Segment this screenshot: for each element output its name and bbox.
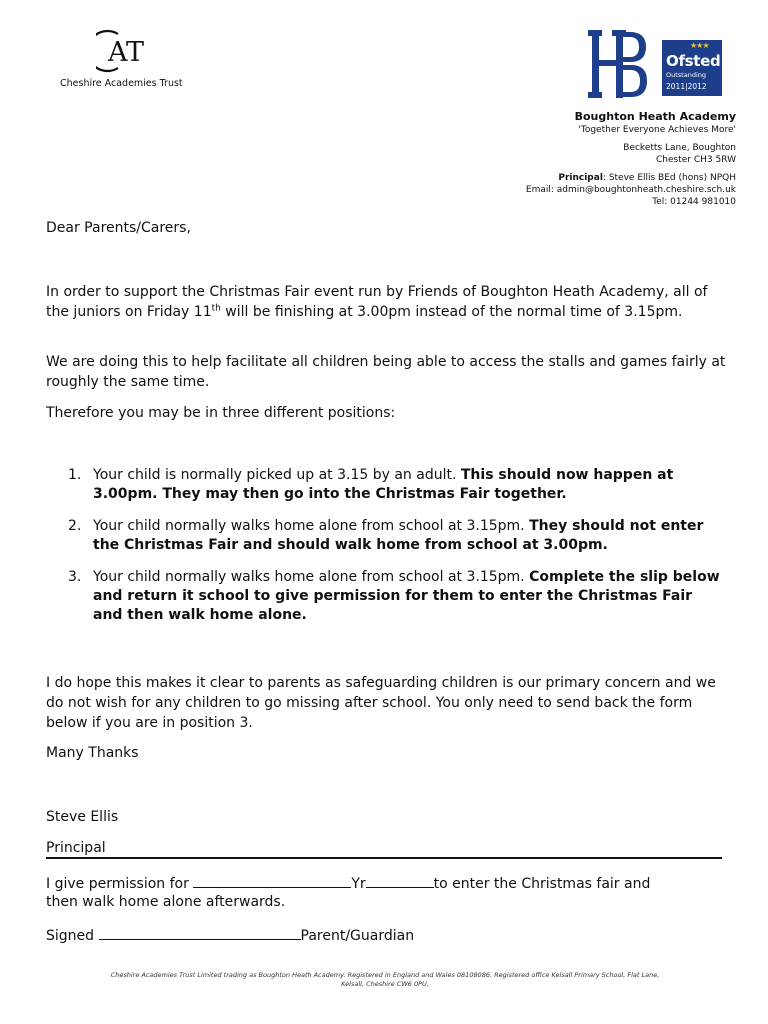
ofsted-badge: [662, 40, 722, 96]
child-name-blank[interactable]: [193, 873, 351, 888]
signed-label: Signed: [46, 928, 99, 944]
school-crest-icon: [586, 28, 648, 100]
trust-name: Cheshire Academies Trust: [60, 78, 183, 89]
address-line-1: Becketts Lane, Boughton: [623, 143, 736, 153]
footer: [60, 971, 710, 989]
principal-value: : Steve Ellis BEd (hons) NPQH: [602, 173, 736, 183]
school-contact-block: [416, 110, 736, 208]
salutation: Dear Parents/Carers,: [46, 220, 191, 236]
slip-text-a: I give permission for: [46, 876, 194, 892]
school-tel: Tel: 01244 981010: [652, 197, 736, 207]
paragraph-3: Therefore you may be in three different positions:: [46, 405, 396, 421]
footer-line-2: Kelsall, Cheshire CW6 0PU.: [341, 980, 429, 988]
slip-signed-line: [46, 925, 726, 946]
ofsted-subtitle: Outstanding: [666, 71, 706, 79]
list-item-bold-text: Complete the slip below and return it school to give permission for them to enter the Christmas Fair and then walk home alone.: [93, 569, 720, 623]
signature-title: Principal: [46, 840, 106, 856]
paragraph-1: [46, 282, 726, 322]
principal-label: Principal: [558, 173, 603, 183]
school-email: Email: admin@boughtonheath.cheshire.sch.uk: [525, 185, 736, 195]
slip-line-2: then walk home alone afterwards.: [46, 894, 286, 910]
list-item: [46, 466, 726, 504]
slip-text-c: to enter the Christmas fair and: [433, 876, 651, 892]
paragraph-1-sup: th: [211, 303, 221, 314]
list-item-number: 2.: [68, 518, 82, 534]
school-name: Boughton Heath Academy: [574, 110, 736, 123]
slip-text-b: Yr: [351, 876, 366, 892]
paragraph-1-part-a: In order to support the Christmas Fair event run by Friends of Boughton Heath Academy, all of the juniors on Friday 11: [46, 284, 708, 320]
signed-suffix: Parent/Guardian: [300, 928, 415, 944]
school-motto: 'Together Everyone Achieves More': [578, 125, 736, 135]
ofsted-title: Ofsted: [666, 52, 721, 70]
stars-icon: ★★★: [690, 41, 709, 50]
list-item-bold-text: They should not enter the Christmas Fair and should walk home from school at 3.00pm.: [93, 518, 704, 553]
tear-off-divider: [46, 857, 722, 859]
paragraph-4: I do hope this makes it clear to parents as safeguarding children is our primary concern and we do not wish for any children to go missing after school. You only need to send back the form below if you are in position 3.: [46, 675, 716, 731]
list-item: [46, 568, 726, 625]
list-item-text: Your child is normally picked up at 3.15 by an adult.: [93, 467, 461, 483]
ofsted-years: 2011|2012: [666, 82, 707, 91]
list-item-text: Your child normally walks home alone from school at 3.15pm.: [93, 569, 530, 585]
list-item: [46, 517, 726, 555]
list-item-number: 3.: [68, 569, 82, 585]
year-blank[interactable]: [366, 873, 434, 888]
principal-line: [416, 172, 736, 184]
paragraph-1-part-b: will be finishing at 3.00pm instead of the normal time of 3.15pm.: [220, 304, 683, 320]
signature-name: Steve Ellis: [46, 809, 119, 825]
list-item-number: 1.: [68, 467, 82, 483]
signature-blank[interactable]: [99, 925, 301, 940]
closing: Many Thanks: [46, 745, 139, 761]
address-line-2: Chester CH3 5RW: [656, 155, 736, 165]
slip-line-1: [46, 873, 726, 894]
positions-list: [46, 466, 726, 638]
paragraph-2: We are doing this to help facilitate all children being able to access the stalls and games fairly at roughly the same time.: [46, 354, 726, 390]
list-item-text: Your child normally walks home alone from school at 3.15pm.: [93, 518, 530, 534]
footer-line-1: Cheshire Academies Trust Limited trading as Boughton Heath Academy. Registered in England and Wales 08108086. Registered office Kelsall Primary School, Flat Lane,: [110, 971, 660, 979]
trust-logo-letters: AT: [108, 37, 145, 68]
trust-logo-mark: [96, 28, 160, 74]
list-item-bold-text: This should now happen at 3.00pm. They may then go into the Christmas Fair together.: [93, 467, 674, 502]
trust-logo: [60, 28, 210, 92]
